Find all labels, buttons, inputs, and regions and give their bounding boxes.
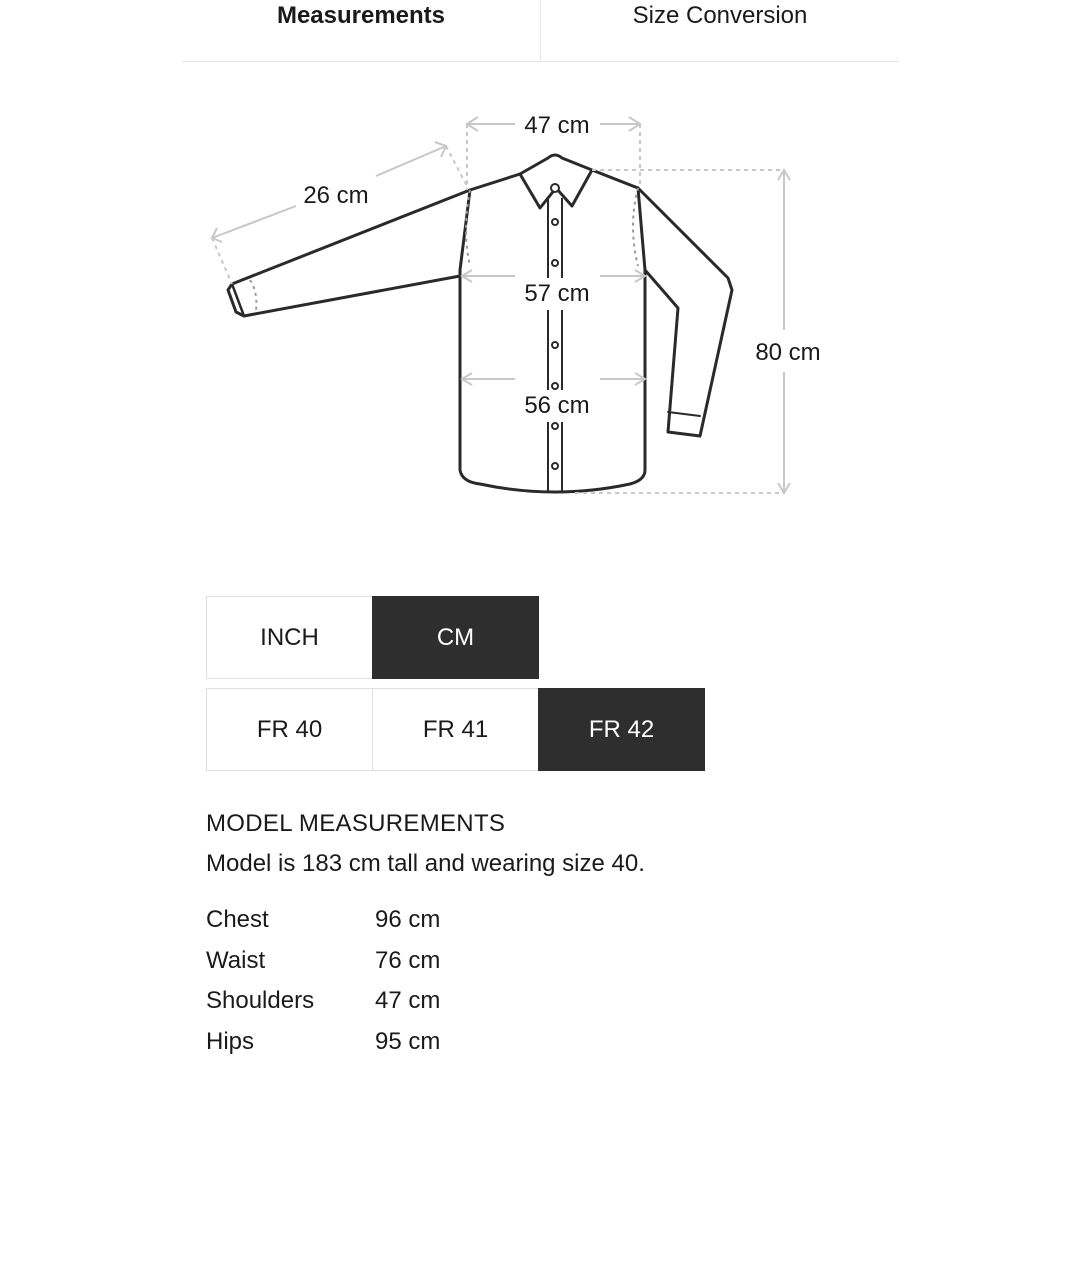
measurement-row [206, 900, 906, 941]
unit-option-cm[interactable]: CM [372, 596, 539, 679]
measurement-row [206, 1022, 906, 1063]
size-option-fr42[interactable]: FR 42 [538, 688, 705, 771]
size-option-fr40[interactable]: FR 40 [206, 688, 373, 771]
model-measurements-section [206, 806, 906, 1062]
measurement-row [206, 981, 906, 1022]
waist-measurement-label: 56 cm [524, 392, 590, 419]
shirt-measurement-diagram [0, 62, 1080, 542]
unit-selector [206, 596, 538, 679]
measurement-tabs [182, 0, 899, 62]
measurement-value: 47 cm [375, 987, 441, 1015]
measurement-row [206, 941, 906, 982]
model-measurements-table [206, 900, 906, 1062]
measurement-value: 96 cm [375, 906, 441, 934]
unit-option-inch[interactable]: INCH [206, 596, 373, 679]
measurement-label: Chest [206, 906, 269, 934]
chest-measurement-label: 57 cm [524, 280, 590, 307]
shirt-collar [520, 155, 592, 208]
measurement-value: 76 cm [375, 946, 441, 974]
measurement-label: Hips [206, 1027, 255, 1055]
size-option-fr41[interactable]: FR 41 [372, 688, 539, 771]
model-description: Model is 183 cm tall and wearing size 40. [206, 850, 645, 877]
size-selector [206, 688, 704, 771]
measurement-value: 95 cm [375, 1027, 441, 1055]
measurement-label: Waist [206, 946, 266, 974]
model-measurements-title: MODEL MEASUREMENTS [206, 810, 506, 837]
shoulders-measurement-label: 47 cm [524, 112, 590, 139]
shirt-right-sleeve [638, 188, 732, 436]
tab-size-conversion[interactable]: Size Conversion [632, 2, 808, 29]
sleeve-measurement-label: 26 cm [303, 182, 369, 209]
length-measurement-label: 80 cm [755, 339, 821, 366]
shirt-body-outline [460, 170, 645, 492]
tab-measurements[interactable]: Measurements [276, 2, 446, 29]
measurement-label: Shoulders [206, 987, 315, 1015]
